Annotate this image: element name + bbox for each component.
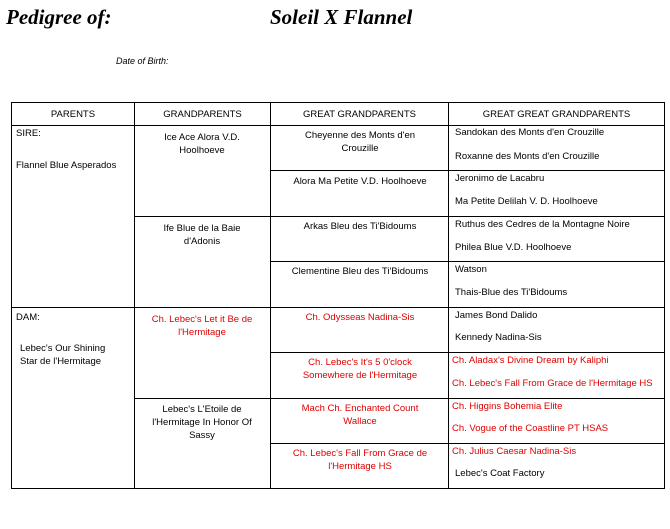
great-great-grandparent-5: Ruthus des Cedres de la Montagne Noire (455, 219, 630, 230)
table-border-right (664, 102, 665, 489)
table-border-left (11, 102, 12, 489)
great-great-grandparent-7: Watson (455, 264, 487, 275)
column-header-great-great-grandparents: GREAT GREAT GRANDPARENTS (482, 109, 631, 120)
dam-name: Lebec's Our Shining Star de l'Hermitage (20, 343, 106, 367)
pedigree-title-name: Soleil X Flannel (270, 5, 413, 29)
great-grandparent-5: Ch. Odysseas Nadina-Sis (305, 312, 415, 323)
column-header-parents: PARENTS (50, 109, 96, 120)
row-divider (11, 307, 665, 308)
great-grandparent-4: Clementine Bleu des Ti'Bidoums (291, 266, 429, 277)
column-divider (134, 102, 135, 489)
great-great-grandparent-11: Ch. Aladax's Divine Dream by Kaliphi (452, 355, 609, 366)
dam-label: DAM: (16, 312, 40, 323)
great-great-grandparent-4: Ma Petite Delilah V. D. Hoolhoeve (455, 196, 598, 207)
great-grandparent-8: Ch. Lebec's Fall From Grace de l'Hermitage HS (292, 448, 428, 472)
row-divider (134, 398, 665, 399)
sire-label: SIRE: (16, 128, 41, 139)
table-border-top (11, 102, 665, 103)
great-great-grandparent-13: Ch. Higgins Bohemia Elite (452, 401, 563, 412)
column-divider (270, 102, 271, 489)
great-great-grandparent-9: James Bond Dalido (455, 310, 538, 321)
great-grandparent-6: Ch. Lebec's It's 5 0'clock Somewhere de l'Hermitage (302, 357, 418, 381)
great-great-grandparent-12: Ch. Lebec's Fall From Grace de l'Hermitage HS (452, 378, 653, 389)
great-grandparent-7: Mach Ch. Enchanted Count Wallace (301, 403, 419, 427)
pedigree-title-label: Pedigree of: (6, 5, 112, 29)
row-divider (270, 170, 665, 171)
column-divider (448, 102, 449, 489)
grandparent-4: Lebec's L'Etoile de l'Hermitage In Honor Of Sassy (152, 404, 252, 441)
grandparent-2: Ife Blue de la Baie d'Adonis (163, 223, 241, 247)
grandparent-1: Ice Ace Alora V.D. Hoolhoeve (164, 132, 240, 156)
great-great-grandparent-15: Ch. Julius Caesar Nadina-Sis (452, 446, 577, 457)
great-grandparent-1: Cheyenne des Monts d'en Crouzille (304, 130, 416, 154)
great-great-grandparent-6: Philea Blue V.D. Hoolhoeve (455, 242, 572, 253)
great-great-grandparent-10: Kennedy Nadina-Sis (455, 332, 542, 343)
great-great-grandparent-8: Thais-Blue des Ti'Bidoums (455, 287, 568, 298)
great-great-grandparent-16: Lebec's Coat Factory (455, 468, 545, 479)
great-great-grandparent-1: Sandokan des Monts d'en Crouzille (455, 127, 605, 138)
row-divider (270, 261, 665, 262)
grandparent-3: Ch. Lebec's Let it Be de l'Hermitage (151, 314, 253, 338)
row-divider (134, 216, 665, 217)
row-divider (270, 352, 665, 353)
great-grandparent-2: Alora Ma Petite V.D. Hoolhoeve (293, 176, 427, 187)
great-grandparent-3: Arkas Bleu des Ti'Bidoums (303, 221, 417, 232)
great-great-grandparent-14: Ch. Vogue of the Coastline PT HSAS (452, 423, 609, 434)
table-border-bottom (11, 488, 665, 489)
great-great-grandparent-3: Jeronimo de Lacabru (455, 173, 545, 184)
column-header-great-grandparents: GREAT GRANDPARENTS (303, 109, 416, 120)
sire-name: Flannel Blue Asperados (16, 160, 117, 171)
great-great-grandparent-2: Roxanne des Monts d'en Crouzille (455, 151, 600, 162)
date-of-birth-label: Date of Birth: (116, 56, 169, 66)
row-divider (270, 443, 665, 444)
column-header-grandparents: GRANDPARENTS (163, 109, 242, 120)
